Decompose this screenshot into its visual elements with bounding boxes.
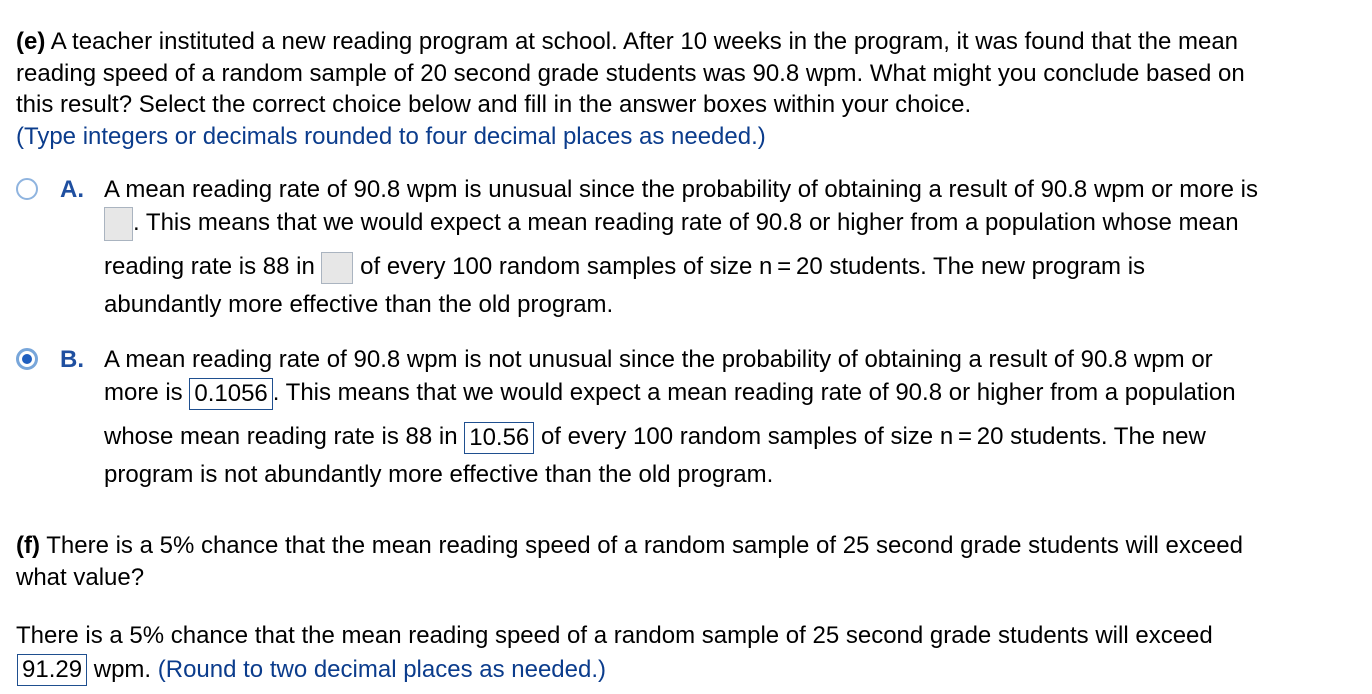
choice-a-line-4: abundantly more effective than the old program. (104, 291, 614, 318)
choice-b-radio[interactable] (16, 348, 38, 370)
choice-b-line-2: more is 0.1056 . This means that we would expect a mean reading rate of 90.8 or higher from a population (104, 375, 1236, 415)
choice-b-line-4: program is not abundantly more effective than the old program. (104, 461, 774, 488)
question-f-line-1: (f) There is a 5% chance that the mean reading speed of a random sample of 25 second grade students will exceed (16, 532, 1243, 559)
question-e-line-1: (e) A teacher instituted a new reading program at school. After 10 weeks in the program, it was found that the mean (16, 28, 1239, 55)
choice-a-probability-input[interactable] (104, 207, 133, 241)
question-f-line-2: what value? (16, 563, 145, 591)
question-e-line-3: this result? Select the correct choice below and fill in the answer boxes within your choice. (16, 91, 972, 118)
question-e-hint: (Type integers or decimals rounded to four decimal places as needed.) (16, 122, 766, 150)
choice-a-line-3: reading rate is 88 in of every 100 random samples of size n = 20 students. The new program is (104, 245, 1258, 289)
choice-b-letter: B. (60, 346, 84, 373)
answer-f-input[interactable]: 91.29 (17, 654, 87, 686)
question-e (16, 26, 1361, 152)
choice-b-line-1: A mean reading rate of 90.8 wpm is not unusual since the probability of obtaining a result of 90.8 wpm or (104, 346, 1213, 373)
choice-a-line-2: . This means that we would expect a mean reading rate of 90.8 or higher from a population whose mean (104, 205, 1258, 245)
choice-a-line-1: A mean reading rate of 90.8 wpm is unusual since the probability of obtaining a result of 90.8 wpm or more is (104, 176, 1258, 203)
answer-f-hint: (Round to two decimal places as needed.) (157, 655, 607, 683)
choice-a-count-input[interactable] (321, 252, 353, 284)
question-e-line-2: reading speed of a random sample of 20 second grade students was 90.8 wpm. What might you conclude based on (16, 59, 1245, 87)
answer-f (16, 620, 1361, 688)
answer-f-unit: wpm. (93, 655, 152, 683)
choice-b-text (104, 345, 1236, 491)
answer-f-line-2 (16, 652, 1361, 688)
choice-a-text (104, 175, 1258, 321)
answer-f-line-1: There is a 5% chance that the mean reading speed of a random sample of 25 second grade students will exceed (16, 622, 1213, 649)
question-f (16, 530, 1361, 593)
choice-a-letter: A. (60, 176, 84, 203)
part-e-label: (e) (16, 28, 46, 55)
choice-b-count-input[interactable]: 10.56 (464, 422, 534, 454)
choice-a-radio[interactable] (16, 178, 38, 200)
part-f-label: (f) (16, 532, 40, 559)
choice-b-line-3: whose mean reading rate is 88 in 10.56 of every 100 random samples of size n = 20 students. The new (104, 415, 1236, 459)
choice-b-probability-input[interactable]: 0.1056 (189, 378, 272, 410)
